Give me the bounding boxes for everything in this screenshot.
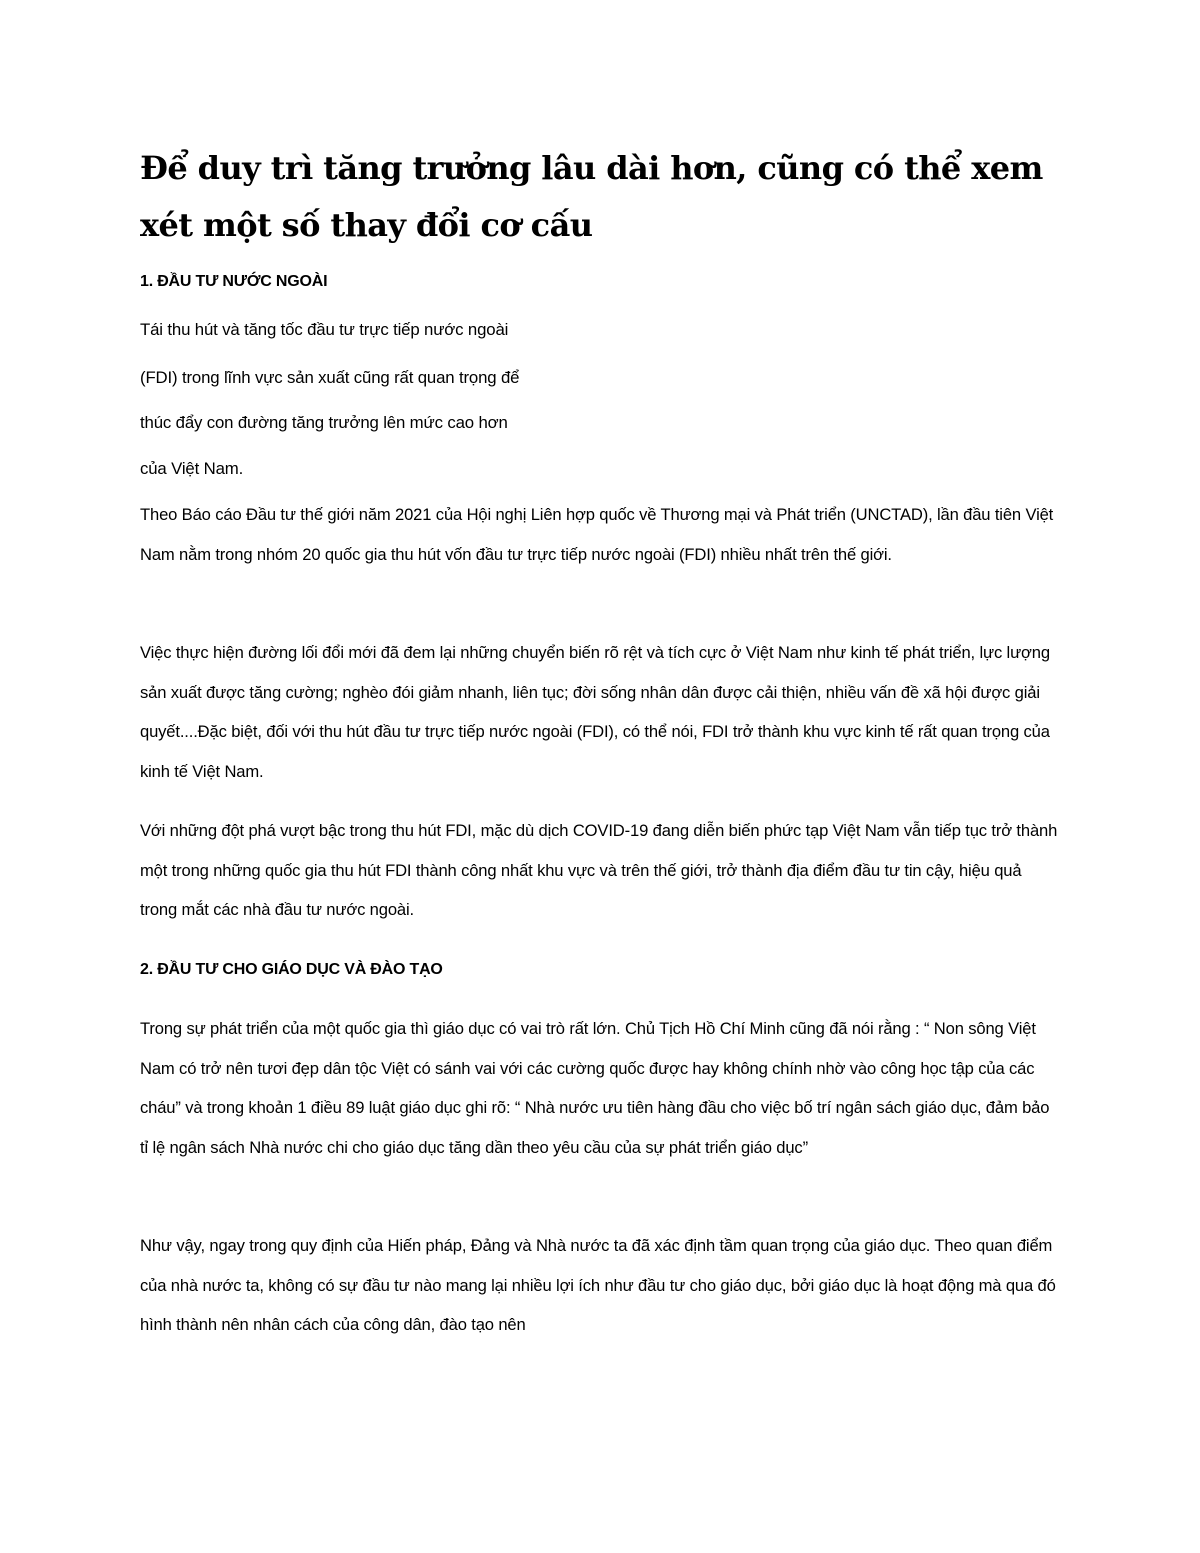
section-heading-education-investment: 2. ĐẦU TƯ CHO GIÁO DỤC VÀ ĐÀO TẠO <box>140 961 443 978</box>
text-line: thúc đẩy con đường tăng trưởng lên mức cao hơn <box>140 413 508 432</box>
text-line: Tái thu hút và tăng tốc đầu tư trực tiếp nước ngoài <box>140 320 509 339</box>
paragraph-education-role: Trong sự phát triển của một quốc gia thì giáo dục có vai trò rất lớn. Chủ Tịch Hồ Chí Minh cũng đã nói rằng : “ Non sông Việt Nam có trở nên tươi đẹp dân tộc Việt có sánh vai với các cường quốc được hay không chính nhờ vào công học tập của các cháu” và trong khoản 1 điều 89 luật giáo dục ghi rõ: “ Nhà nước ưu tiên hàng đầu cho việc bố trí ngân sách giáo dục, đảm bảo tỉ lệ ngân sách Nhà nước chi cho giáo dục tăng dần theo yêu cầu của sự phát triển giáo dục” <box>140 1019 1050 1157</box>
text-line: (FDI) trong lĩnh vực sản xuất cũng rất quan trọng để <box>140 368 520 387</box>
paragraph-fdi-breakthrough: Với những đột phá vượt bậc trong thu hút FDI, mặc dù dịch COVID-19 đang diễn biến phức tạp Việt Nam vẫn tiếp tục trở thành một trong những quốc gia thu hút FDI thành công nhất khu vực và trên thế giới, trở thành địa điểm đầu tư tin cậy, hiệu quả trong mắt các nhà đầu tư nước ngoài. <box>140 821 1058 919</box>
paragraph-constitution: Như vậy, ngay trong quy định của Hiến pháp, Đảng và Nhà nước ta đã xác định tầm quan trọng của giáo dục. Theo quan điểm của nhà nước ta, không có sự đầu tư nào mang lại nhiều lợi ích như đầu tư cho giáo dục, bởi giáo dục là hoạt động mà qua đó hình thành nên nhân cách của công dân, đào tạo nên <box>140 1236 1056 1334</box>
text-line: của Việt Nam. <box>140 459 244 478</box>
paragraph-reform-results: Việc thực hiện đường lối đổi mới đã đem lại những chuyển biến rõ rệt và tích cực ở Việt Nam như kinh tế phát triển, lực lượng sản xuất được tăng cường; nghèo đói giảm nhanh, liên tục; đời sống nhân dân được cải thiện, nhiều vấn đề xã hội được giải quyết....Đặc biệt, đối với thu hút đầu tư trực tiếp nước ngoài (FDI), có thể nói, FDI trở thành khu vực kinh tế rất quan trọng của kinh tế Việt Nam. <box>140 643 1050 781</box>
section-heading-foreign-investment: 1. ĐẦU TƯ NƯỚC NGOÀI <box>140 273 328 290</box>
paragraph-unctad-report: Theo Báo cáo Đầu tư thế giới năm 2021 của Hội nghị Liên hợp quốc về Thương mại và Phát triển (UNCTAD), lần đầu tiên Việt Nam nằm trong nhóm 20 quốc gia thu hút vốn đầu tư trực tiếp nước ngoài (FDI) nhiều nhất trên thế giới. <box>140 505 1054 564</box>
document-title: Để duy trì tăng trưởng lâu dài hơn, cũng có thể xem xét một số thay đổi cơ cấu <box>140 149 1043 244</box>
